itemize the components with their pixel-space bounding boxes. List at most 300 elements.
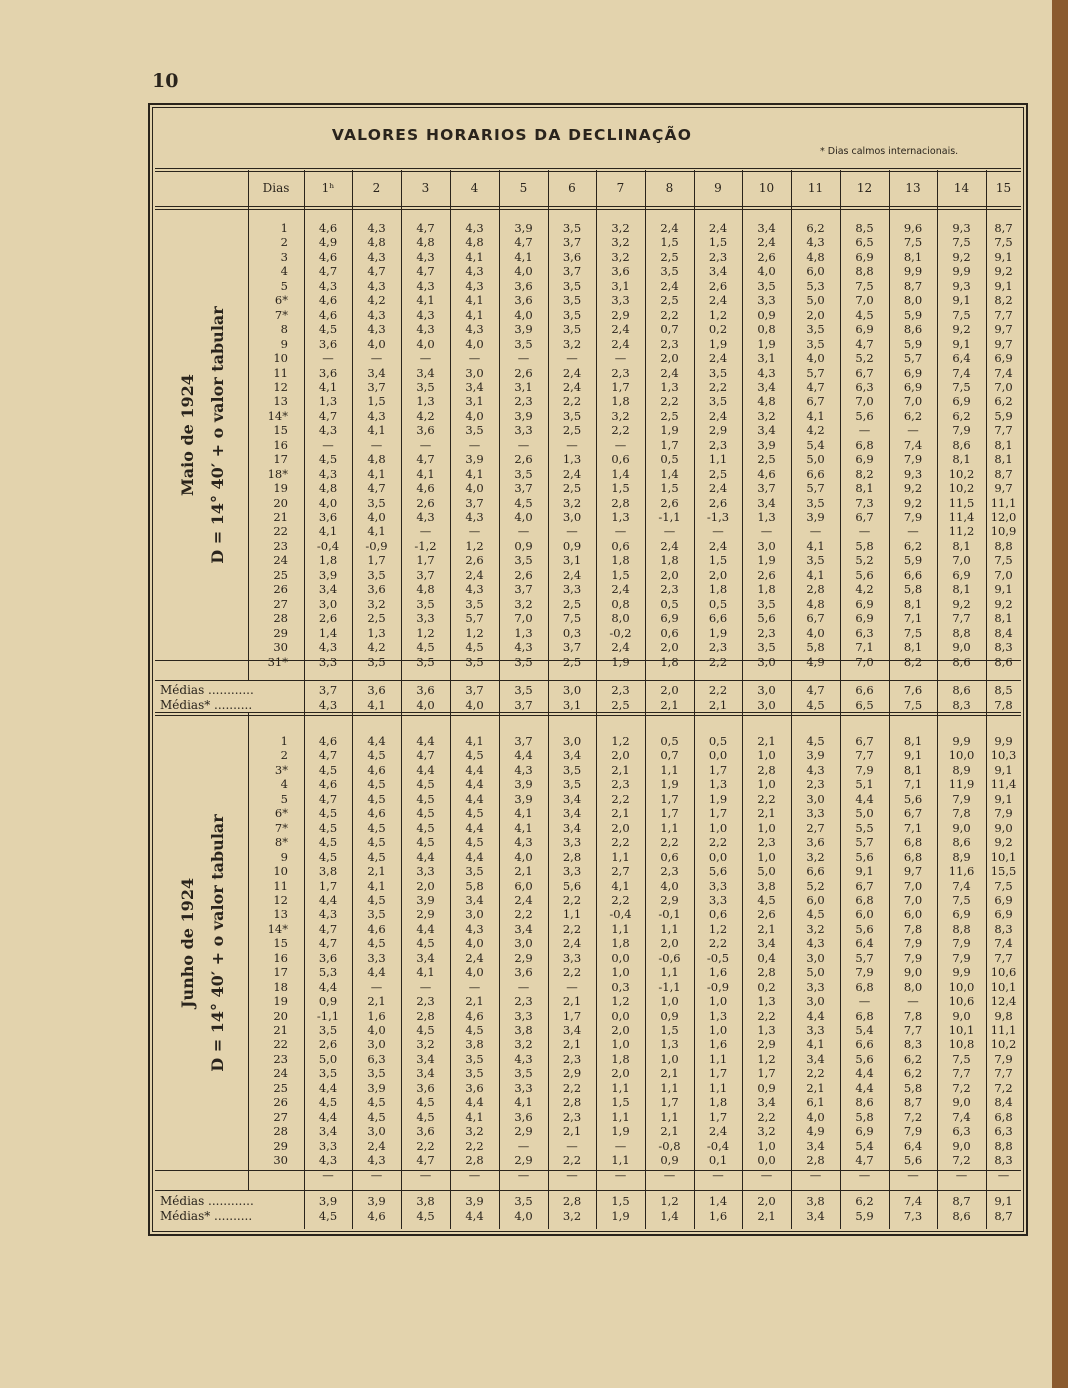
value-cell: 4,6 bbox=[465, 1008, 484, 1023]
value-cell: 4,3 bbox=[465, 921, 484, 936]
column-header-hour-4: 4 bbox=[470, 181, 479, 195]
medias-value-cell: 4,0 bbox=[514, 1209, 533, 1223]
value-cell: 1,4 bbox=[660, 466, 679, 481]
table-row bbox=[0, 965, 1052, 980]
value-cell: 1,1 bbox=[660, 820, 679, 835]
value-cell: 5,9 bbox=[903, 553, 923, 568]
value-cell: 8,6 bbox=[952, 654, 971, 669]
value-cell: 9,7 bbox=[903, 864, 923, 879]
value-cell: 6,7 bbox=[855, 878, 874, 893]
value-cell: 0,9 bbox=[562, 538, 582, 553]
day-cell: 17 bbox=[273, 965, 288, 980]
medias-value-cell: 4,3 bbox=[318, 698, 338, 712]
section-month-label: Maio de 1924 bbox=[178, 374, 197, 496]
value-cell: 2,2 bbox=[611, 423, 630, 438]
value-cell: 3,5 bbox=[806, 322, 825, 337]
day-cell: 11 bbox=[273, 878, 288, 893]
value-cell: 8,1 bbox=[903, 249, 923, 264]
value-cell: 4,0 bbox=[465, 408, 484, 423]
value-cell: 5,2 bbox=[806, 878, 825, 893]
medias-value-cell: 8,7 bbox=[952, 1194, 971, 1208]
value-cell: 1,3 bbox=[318, 394, 338, 409]
day-cell: 3 bbox=[280, 249, 288, 264]
value-cell: 9,0 bbox=[903, 965, 923, 980]
value-cell: 4,0 bbox=[514, 849, 533, 864]
value-cell: 1,3 bbox=[660, 1037, 679, 1052]
column-header-hour-12: 12 bbox=[856, 181, 873, 195]
value-cell: 15,5 bbox=[990, 864, 1017, 879]
value-cell: 11,5 bbox=[948, 495, 975, 510]
value-cell: 5,6 bbox=[903, 791, 923, 806]
value-cell: 6,7 bbox=[806, 611, 825, 626]
value-cell: 6,9 bbox=[952, 907, 971, 922]
medias-value-cell: 1,9 bbox=[611, 1209, 630, 1223]
value-cell: 2,3 bbox=[660, 582, 679, 597]
value-cell: 7,9 bbox=[952, 950, 971, 965]
value-cell: 2,2 bbox=[708, 835, 728, 850]
value-cell: 7,2 bbox=[903, 1109, 923, 1124]
value-cell: 4,7 bbox=[318, 791, 338, 806]
medias-value-cell: 1,6 bbox=[708, 1209, 728, 1223]
value-cell: 2,1 bbox=[367, 994, 386, 1009]
value-cell: — bbox=[419, 524, 432, 539]
value-cell: 2,4 bbox=[562, 379, 582, 394]
table-row bbox=[0, 763, 1052, 778]
value-cell: 1,8 bbox=[611, 553, 630, 568]
medias-label: Médias* .......... bbox=[160, 1209, 253, 1223]
value-cell: 7,9 bbox=[903, 1124, 923, 1139]
value-cell: 6,2 bbox=[952, 408, 971, 423]
table-row bbox=[0, 423, 1052, 438]
value-cell: 1,8 bbox=[660, 553, 679, 568]
value-cell: 4,5 bbox=[416, 806, 435, 821]
value-cell: 10,1 bbox=[990, 979, 1017, 994]
value-cell: 3,5 bbox=[465, 864, 484, 879]
value-cell: 9,2 bbox=[994, 835, 1013, 850]
value-cell: 4,4 bbox=[465, 777, 484, 792]
day-cell: 12 bbox=[273, 892, 288, 907]
value-cell: 4,0 bbox=[757, 264, 776, 279]
value-cell: 3,4 bbox=[806, 1138, 825, 1153]
value-cell: 7,7 bbox=[952, 611, 971, 626]
value-cell: 4,1 bbox=[318, 379, 338, 394]
value-cell: -0,6 bbox=[658, 950, 681, 965]
value-cell: 4,1 bbox=[611, 878, 630, 893]
value-cell: 6,0 bbox=[903, 907, 923, 922]
day-cell: 15 bbox=[273, 936, 288, 951]
medias-value-cell: 6,6 bbox=[855, 683, 874, 697]
value-cell: 5,6 bbox=[855, 849, 874, 864]
value-cell: 1,1 bbox=[660, 965, 679, 980]
value-cell: 3,5 bbox=[562, 322, 582, 337]
day-cell: 5 bbox=[280, 791, 288, 806]
value-cell: 6,7 bbox=[855, 510, 874, 524]
table-row bbox=[0, 1110, 1052, 1125]
value-cell: 4,2 bbox=[416, 408, 435, 423]
value-cell: 1,1 bbox=[660, 1109, 679, 1124]
medias-value-cell: 3,9 bbox=[318, 1194, 338, 1208]
value-cell: 4,5 bbox=[465, 640, 484, 655]
table-row bbox=[0, 821, 1052, 836]
value-cell: 10,3 bbox=[990, 748, 1017, 763]
value-cell: 7,0 bbox=[994, 567, 1013, 582]
value-cell: 3,8 bbox=[318, 864, 338, 879]
value-cell: 2,0 bbox=[660, 567, 679, 582]
value-cell: 3,9 bbox=[514, 221, 533, 235]
value-cell: 10,6 bbox=[990, 965, 1017, 980]
value-cell: 3,5 bbox=[465, 596, 484, 611]
value-cell: 7,0 bbox=[855, 394, 874, 409]
value-cell: 8,6 bbox=[994, 654, 1013, 669]
value-cell: 4,5 bbox=[367, 849, 386, 864]
value-cell: 1,7 bbox=[660, 806, 679, 821]
value-cell: 6,0 bbox=[514, 878, 533, 893]
value-cell: 6,6 bbox=[903, 567, 923, 582]
day-cell: 12 bbox=[273, 379, 288, 394]
value-cell: — bbox=[468, 1167, 481, 1182]
value-cell: 3,3 bbox=[611, 293, 630, 308]
value-cell: -0,2 bbox=[609, 625, 632, 640]
value-cell: 1,0 bbox=[708, 820, 728, 835]
value-cell: 3,5 bbox=[806, 553, 825, 568]
value-cell: 3,3 bbox=[757, 293, 776, 308]
value-cell: 2,0 bbox=[611, 1066, 630, 1081]
value-cell: 1,5 bbox=[611, 567, 630, 582]
value-cell: 4,3 bbox=[514, 1051, 533, 1066]
value-cell: 3,1 bbox=[611, 278, 630, 293]
value-cell: 2,4 bbox=[660, 221, 679, 235]
value-cell: 4,4 bbox=[855, 1066, 874, 1081]
value-cell: 4,3 bbox=[367, 249, 386, 264]
value-cell: 2,4 bbox=[660, 278, 679, 293]
value-cell: 2,6 bbox=[757, 567, 776, 582]
value-cell: 5,9 bbox=[903, 336, 923, 351]
value-cell: 4,0 bbox=[416, 336, 435, 351]
value-cell: 11,9 bbox=[948, 777, 975, 792]
value-cell: 2,6 bbox=[514, 365, 533, 380]
value-cell: 4,5 bbox=[367, 748, 386, 763]
column-header-hour-13: 13 bbox=[905, 181, 921, 195]
table-row bbox=[0, 850, 1052, 865]
value-cell: 1,7 bbox=[708, 762, 728, 777]
value-cell: 3,2 bbox=[757, 1124, 776, 1139]
value-cell: 3,4 bbox=[562, 748, 582, 763]
value-cell: 9,0 bbox=[952, 1138, 971, 1153]
value-cell: 3,6 bbox=[611, 264, 630, 279]
section-formula-label: D = 14° 40′ + o valor tabular bbox=[208, 306, 227, 564]
value-cell: 7,1 bbox=[855, 640, 874, 655]
day-cell: 25 bbox=[273, 1080, 288, 1095]
value-cell: 2,0 bbox=[660, 351, 679, 366]
table-row bbox=[0, 539, 1052, 554]
value-cell: 4,5 bbox=[318, 1095, 338, 1110]
value-cell: 2,2 bbox=[562, 1080, 582, 1095]
value-cell: 3,3 bbox=[708, 892, 728, 907]
day-cell: 20 bbox=[273, 495, 288, 510]
value-cell: 3,3 bbox=[562, 950, 582, 965]
value-cell: 3,9 bbox=[806, 748, 825, 763]
value-cell: 4,1 bbox=[367, 423, 386, 438]
value-cell: 4,5 bbox=[367, 777, 386, 792]
medias-value-cell: 6,5 bbox=[855, 698, 874, 712]
day-cell: 21 bbox=[273, 510, 288, 524]
value-cell: 4,3 bbox=[318, 423, 338, 438]
value-cell: 6,8 bbox=[855, 892, 874, 907]
value-cell: 1,5 bbox=[367, 394, 386, 409]
value-cell: 7,3 bbox=[855, 495, 874, 510]
value-cell: 4,9 bbox=[806, 1124, 825, 1139]
value-cell: 0,9 bbox=[757, 307, 776, 322]
day-cell: 8* bbox=[274, 835, 288, 850]
value-cell: 3,0 bbox=[367, 1037, 386, 1052]
value-cell: 9,2 bbox=[994, 264, 1013, 279]
table-row bbox=[0, 748, 1052, 763]
value-cell: 3,2 bbox=[416, 1037, 435, 1052]
value-cell: 4,4 bbox=[465, 1095, 484, 1110]
value-cell: 3,5 bbox=[416, 379, 435, 394]
value-cell: 4,1 bbox=[318, 524, 338, 539]
table-row bbox=[0, 1023, 1052, 1038]
value-cell: 0,9 bbox=[660, 1008, 679, 1023]
medias-value-cell: 3,9 bbox=[465, 1194, 484, 1208]
value-cell: 0,0 bbox=[708, 849, 728, 864]
value-cell: 9,2 bbox=[903, 481, 923, 496]
value-cell: 1,7 bbox=[708, 1109, 728, 1124]
value-cell: 8,1 bbox=[994, 611, 1013, 626]
value-cell: 7,9 bbox=[855, 762, 874, 777]
value-cell: 3,7 bbox=[562, 640, 582, 655]
value-cell: 2,4 bbox=[660, 538, 679, 553]
value-cell: 2,1 bbox=[562, 1124, 582, 1139]
value-cell: 1,8 bbox=[318, 553, 338, 568]
value-cell: 0,5 bbox=[708, 734, 728, 748]
value-cell: 2,2 bbox=[708, 654, 728, 669]
value-cell: — bbox=[712, 1167, 724, 1182]
value-cell: 8,3 bbox=[994, 1153, 1013, 1168]
value-cell: 4,5 bbox=[855, 307, 874, 322]
value-cell: 7,7 bbox=[994, 423, 1013, 438]
value-cell: — bbox=[517, 1167, 530, 1182]
value-cell: 4,3 bbox=[465, 278, 484, 293]
table-title: VALORES HORARIOS DA DECLINAÇÃO bbox=[331, 126, 693, 144]
value-cell: 2,6 bbox=[708, 495, 728, 510]
value-cell: 1,8 bbox=[611, 394, 630, 409]
value-cell: 2,6 bbox=[465, 553, 484, 568]
value-cell: 1,1 bbox=[708, 452, 728, 467]
value-cell: 3,7 bbox=[757, 481, 776, 496]
value-cell: 8,3 bbox=[903, 1037, 923, 1052]
value-cell: 0,3 bbox=[562, 625, 582, 640]
value-cell: — bbox=[858, 423, 871, 438]
value-cell: 4,5 bbox=[465, 806, 484, 821]
value-cell: 6,8 bbox=[994, 1109, 1013, 1124]
value-cell: 9,1 bbox=[903, 748, 923, 763]
value-cell: 1,7 bbox=[660, 1095, 679, 1110]
book-spine bbox=[1052, 0, 1068, 1388]
value-cell: 7,9 bbox=[903, 950, 923, 965]
value-cell: 5,4 bbox=[855, 1138, 874, 1153]
day-cell: 1 bbox=[280, 734, 288, 748]
value-cell: 4,2 bbox=[806, 423, 825, 438]
value-cell: 4,3 bbox=[416, 322, 435, 337]
value-cell: 4,7 bbox=[855, 1153, 874, 1168]
value-cell: 10,1 bbox=[948, 1023, 975, 1037]
value-cell: 3,2 bbox=[562, 495, 582, 510]
value-cell: 4,0 bbox=[465, 965, 484, 980]
value-cell: 0,0 bbox=[611, 950, 630, 965]
value-cell: 6,8 bbox=[855, 979, 874, 994]
day-cell: 16 bbox=[273, 437, 288, 452]
value-cell: 4,7 bbox=[416, 264, 435, 279]
value-cell: 3,9 bbox=[514, 408, 533, 423]
medias-value-cell: 4,0 bbox=[416, 698, 435, 712]
value-cell: 2,0 bbox=[660, 640, 679, 655]
value-cell: 3,4 bbox=[416, 1051, 435, 1066]
value-cell: 4,3 bbox=[806, 762, 825, 777]
value-cell: 9,1 bbox=[994, 762, 1013, 777]
value-cell: 3,5 bbox=[514, 654, 533, 669]
value-cell: 4,0 bbox=[465, 481, 484, 496]
table-row bbox=[0, 235, 1052, 250]
value-cell: 0,6 bbox=[708, 907, 728, 922]
value-cell: 2,3 bbox=[514, 394, 533, 409]
value-cell: 7,2 bbox=[994, 1080, 1013, 1095]
day-cell: 9 bbox=[280, 336, 288, 351]
value-cell: 4,7 bbox=[416, 1153, 435, 1168]
value-cell: 2,2 bbox=[660, 835, 679, 850]
value-cell: — bbox=[322, 351, 334, 366]
value-cell: 6,2 bbox=[994, 394, 1013, 409]
medias-value-cell: 8,7 bbox=[994, 1209, 1013, 1223]
value-cell: 2,4 bbox=[708, 293, 728, 308]
medias-value-cell: 3,6 bbox=[416, 683, 435, 697]
medias-value-cell: 3,7 bbox=[465, 683, 484, 697]
value-cell: 9,9 bbox=[952, 965, 971, 980]
value-cell: 7,9 bbox=[952, 791, 971, 806]
column-header-hour-11: 11 bbox=[807, 181, 824, 195]
value-cell: 2,4 bbox=[708, 1124, 728, 1139]
value-cell: 9,9 bbox=[952, 734, 971, 748]
value-cell: 3,6 bbox=[562, 249, 582, 264]
value-cell: 3,6 bbox=[318, 365, 338, 380]
value-cell: 10,6 bbox=[948, 994, 975, 1009]
value-cell: 3,3 bbox=[562, 864, 582, 879]
value-cell: -1,1 bbox=[658, 979, 681, 994]
value-cell: 1,2 bbox=[416, 625, 435, 640]
medias-value-cell: 7,3 bbox=[903, 1209, 923, 1223]
value-cell: 1,2 bbox=[611, 734, 630, 748]
value-cell: — bbox=[614, 1167, 627, 1182]
value-cell: 2,6 bbox=[708, 278, 728, 293]
value-cell: 4,3 bbox=[465, 264, 484, 279]
column-header-hour-3: 3 bbox=[421, 181, 430, 195]
day-cell: 28 bbox=[273, 611, 288, 626]
value-cell: 7,9 bbox=[903, 936, 923, 951]
value-cell: 4,5 bbox=[367, 820, 386, 835]
value-cell: 5,8 bbox=[806, 640, 825, 655]
table-row bbox=[0, 640, 1052, 655]
value-cell: -1,1 bbox=[658, 510, 681, 524]
value-cell: 6,3 bbox=[855, 625, 874, 640]
value-cell: 6,7 bbox=[855, 734, 874, 748]
column-header-hour-6: 6 bbox=[568, 181, 576, 195]
value-cell: 4,2 bbox=[367, 293, 386, 308]
value-cell: 3,8 bbox=[465, 1037, 484, 1052]
column-header-hour-7: 7 bbox=[616, 181, 625, 195]
value-cell: 2,2 bbox=[562, 394, 582, 409]
table-row bbox=[0, 481, 1052, 496]
value-cell: 3,5 bbox=[562, 408, 582, 423]
value-cell: 4,3 bbox=[465, 221, 484, 235]
value-cell: 2,1 bbox=[562, 994, 582, 1009]
value-cell: 1,1 bbox=[708, 1051, 728, 1066]
medias-label: Médias* .......... bbox=[160, 698, 253, 712]
value-cell: 7,5 bbox=[903, 625, 923, 640]
value-cell: 6,8 bbox=[855, 437, 874, 452]
value-cell: 4,1 bbox=[416, 965, 435, 980]
value-cell: 1,2 bbox=[465, 625, 484, 640]
table-row bbox=[0, 351, 1052, 366]
value-cell: 4,7 bbox=[416, 748, 435, 763]
table-row bbox=[0, 1168, 1052, 1183]
day-cell: 21 bbox=[273, 1023, 288, 1037]
value-cell: 2,2 bbox=[660, 307, 679, 322]
value-cell: 4,6 bbox=[318, 293, 338, 308]
value-cell: 3,7 bbox=[562, 264, 582, 279]
medias-value-cell: 3,5 bbox=[514, 683, 533, 697]
value-cell: 4,7 bbox=[318, 936, 338, 951]
value-cell: 11,1 bbox=[990, 495, 1017, 510]
value-cell: 5,7 bbox=[855, 950, 874, 965]
value-cell: 5,0 bbox=[806, 293, 825, 308]
value-cell: 3,6 bbox=[318, 336, 338, 351]
value-cell: 4,0 bbox=[514, 510, 533, 524]
value-cell: 4,5 bbox=[318, 762, 338, 777]
value-cell: 3,6 bbox=[416, 1124, 435, 1139]
value-cell: 3,2 bbox=[465, 1124, 484, 1139]
value-cell: 7,8 bbox=[903, 1008, 923, 1023]
value-cell: 1,9 bbox=[660, 777, 679, 792]
value-cell: 5,6 bbox=[757, 611, 776, 626]
value-cell: 1,7 bbox=[562, 1008, 582, 1023]
value-cell: 1,3 bbox=[611, 510, 630, 524]
value-cell: 1,1 bbox=[660, 1080, 679, 1095]
value-cell: 6,6 bbox=[806, 466, 825, 481]
medias-value-cell: 3,0 bbox=[757, 698, 776, 712]
value-cell: 1,9 bbox=[660, 423, 679, 438]
value-cell: 3,5 bbox=[514, 466, 533, 481]
day-cell: 16 bbox=[273, 950, 288, 965]
value-cell: 6,6 bbox=[806, 864, 825, 879]
table-row bbox=[0, 1009, 1052, 1024]
table-row bbox=[0, 496, 1052, 511]
value-cell: 7,5 bbox=[994, 553, 1013, 568]
table-row bbox=[0, 980, 1052, 995]
value-cell: 3,4 bbox=[416, 950, 435, 965]
value-cell: 6,9 bbox=[855, 611, 874, 626]
value-cell: 4,6 bbox=[416, 481, 435, 496]
value-cell: 3,6 bbox=[514, 1109, 533, 1124]
value-cell: 6,9 bbox=[855, 452, 874, 467]
value-cell: 2,4 bbox=[465, 950, 484, 965]
day-cell: 6* bbox=[274, 806, 288, 821]
value-cell: 3,4 bbox=[562, 1023, 582, 1037]
value-cell: 7,4 bbox=[952, 1109, 971, 1124]
column-header-hour-15: 15 bbox=[995, 181, 1012, 195]
value-cell: 8,1 bbox=[994, 452, 1013, 467]
value-cell: 2,1 bbox=[611, 806, 630, 821]
value-cell: 7,0 bbox=[994, 379, 1013, 394]
